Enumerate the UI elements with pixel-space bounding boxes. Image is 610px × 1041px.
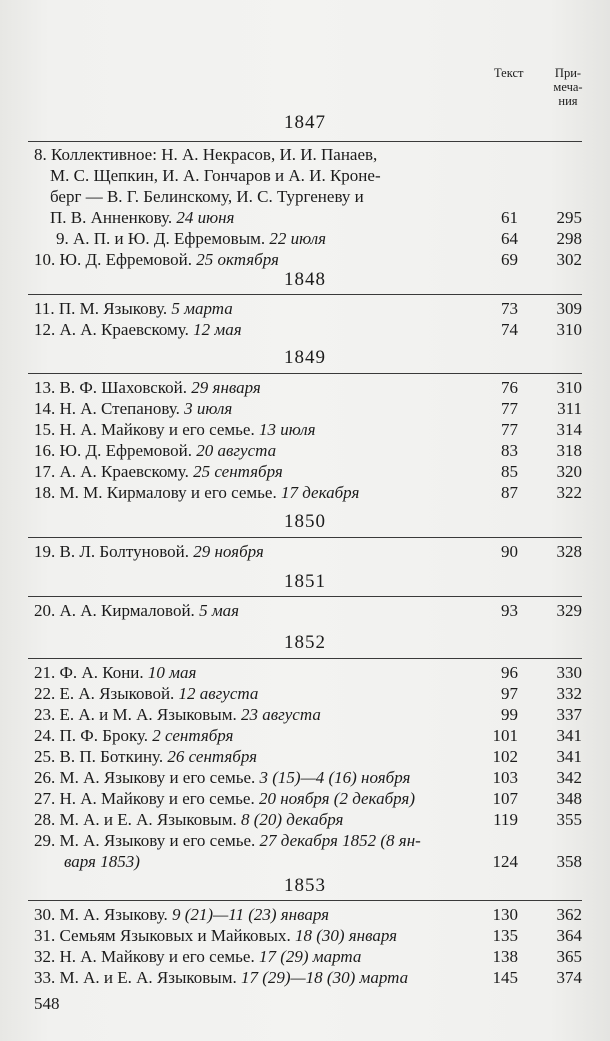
notes-page: 328 [556,542,582,561]
divider [28,658,582,659]
entry-recipient: 23. Е. А. и М. А. Языковым. [34,705,237,724]
text-page: 119 [493,810,518,829]
notes-page: 310 [556,320,582,339]
toc-entry[interactable] [34,767,484,788]
notes-page: 348 [556,789,582,808]
notes-page: 362 [556,905,582,924]
notes-page: 322 [556,483,582,502]
text-page: 69 [501,250,518,269]
notes-page: 330 [556,663,582,682]
entry-date: 20 августа [196,441,277,460]
notes-page: 365 [556,947,582,966]
entry-recipient: 19. В. Л. Болтуновой. [34,542,189,561]
notes-page: 342 [556,768,582,787]
entry-recipient: 21. Ф. А. Кони. [34,663,144,682]
text-page: 130 [492,905,518,924]
entry-date: 23 августа [240,705,321,724]
text-page: 107 [492,789,518,808]
entry-line: М. С. Щепкин, И. А. Гончаров и А. И. Кроне- [50,166,381,185]
divider [28,141,582,142]
entry-recipient: 13. В. Ф. Шаховской. [34,378,188,397]
notes-page: 355 [556,810,582,829]
entry-date: 22 июля [269,229,327,248]
notes-page: 374 [556,968,582,987]
entry-recipient: 30. М. А. Языкову. [34,905,168,924]
entry-recipient: 22. Е. А. Языковой. [34,684,175,703]
entry-recipient: 15. Н. А. Майкову и его семье. [34,420,255,439]
divider [28,294,582,295]
entry-date: 26 сентября [167,747,258,766]
entry-recipient: 29. М. А. Языкову и его семье. [34,831,256,850]
toc-entry[interactable] [34,746,484,767]
year-heading: 1850 [284,511,326,532]
toc-entry[interactable] [34,788,484,809]
entry-date: 8 (20) декабря [240,810,344,829]
entry-date: 3 июля [184,399,233,418]
notes-page: 295 [556,208,582,227]
text-page: 93 [501,601,518,620]
toc-entry[interactable] [34,662,484,683]
entry-date: 20 ноября (2 декабря) [258,789,415,808]
toc-entry[interactable] [34,704,484,725]
divider [28,373,582,374]
text-page: 101 [492,726,518,745]
notes-page: 320 [556,462,582,481]
text-page: 124 [492,852,518,871]
toc-entry[interactable] [34,904,484,925]
toc-entry[interactable] [34,600,484,621]
year-heading: 1852 [284,632,326,653]
entry-date: 17 декабря [280,483,360,502]
toc-entry[interactable] [56,228,506,249]
entry-recipient: 26. М. А. Языкову и его семье. [34,768,256,787]
toc-entry[interactable] [34,461,484,482]
notes-page: 358 [556,852,582,871]
text-page: 97 [501,684,518,703]
entry-recipient: 10. Ю. Д. Ефремовой. [34,250,193,269]
entry-date: 10 мая [147,663,197,682]
toc-entry[interactable] [34,398,484,419]
toc-entry[interactable] [34,144,484,228]
entry-recipient: 16. Ю. Д. Ефремовой. [34,441,193,460]
year-heading: 1848 [284,269,326,290]
entry-recipient: 25. В. П. Боткину. [34,747,164,766]
entry-recipient: 24. П. Ф. Броку. [34,726,149,745]
toc-entry[interactable] [34,440,484,461]
toc-entry[interactable] [34,541,484,562]
page-number: 548 [34,994,60,1013]
toc-entry[interactable] [34,249,484,270]
year-heading: 1853 [284,875,326,896]
text-page: 99 [501,705,518,724]
entry-date: 12 августа [178,684,259,703]
toc-entry[interactable] [34,809,484,830]
notes-page: 329 [556,601,582,620]
text-page: 138 [492,947,518,966]
entry-recipient: 32. Н. А. Майкову и его семье. [34,947,255,966]
entry-recipient: 28. М. А. и Е. А. Языковым. [34,810,237,829]
year-heading: 1847 [284,112,326,133]
entry-date-continued: варя 1853) [64,852,140,871]
toc-entry[interactable] [34,482,484,503]
toc-entry[interactable] [34,830,484,872]
entry-recipient: П. В. Анненкову. [50,208,173,227]
entry-recipient: 27. Н. А. Майкову и его семье. [34,789,255,808]
entry-date: 17 (29) марта [258,947,362,966]
entry-recipient: 14. Н. А. Степанову. [34,399,180,418]
entry-recipient: 18. М. М. Кирмалову и его семье. [34,483,277,502]
entry-line: берг — В. Г. Белинскому, И. С. Тургеневу и [50,187,364,206]
entry-recipient: 11. П. М. Языкову. [34,299,168,318]
toc-entry[interactable] [34,319,484,340]
text-page: 96 [501,663,518,682]
text-page: 64 [501,229,518,248]
divider [28,596,582,597]
column-header-text: Текст [494,66,524,80]
notes-page: 302 [556,250,582,269]
entry-recipient: 31. Семьям Языковых и Майковых. [34,926,291,945]
notes-page: 341 [556,726,582,745]
entry-recipient: 9. А. П. и Ю. Д. Ефремовым. [56,229,266,248]
entry-recipient: 33. М. А. и Е. А. Языковым. [34,968,237,987]
text-page: 135 [492,926,518,945]
toc-entry[interactable] [34,377,484,398]
entry-date: 9 (21)—11 (23) января [172,905,330,924]
toc-entry[interactable] [34,725,484,746]
divider [28,537,582,538]
column-header-notes: При- меча- ния [553,66,583,108]
text-page: 83 [501,441,518,460]
notes-page: 298 [556,229,582,248]
entry-date: 27 декабря 1852 (8 ян- [259,831,421,850]
text-page: 73 [501,299,518,318]
text-page: 90 [501,542,518,561]
text-page: 77 [501,420,518,439]
notes-page: 309 [556,299,582,318]
toc-entry[interactable] [34,967,484,988]
entry-date: 17 (29)—18 (30) марта [240,968,409,987]
text-page: 85 [501,462,518,481]
entry-date: 25 сентября [193,462,283,481]
toc-entry[interactable] [34,298,484,319]
entry-date: 12 мая [193,320,242,339]
entry-date: 29 ноября [193,542,264,561]
entry-date: 5 мая [199,601,240,620]
text-page: 76 [501,378,518,397]
toc-entry[interactable] [34,946,484,967]
divider [28,900,582,901]
toc-entry[interactable] [34,419,484,440]
year-heading: 1849 [284,347,326,368]
entry-date: 24 июня [176,208,235,227]
text-page: 87 [501,483,518,502]
notes-page: 311 [557,399,582,418]
entry-recipient: 12. А. А. Краевскому. [34,320,189,339]
entry-date: 2 сентября [152,726,234,745]
notes-page: 318 [556,441,582,460]
entry-line: 8. Коллективное: Н. А. Некрасов, И. И. Панаев, [34,145,378,164]
entry-date: 18 (30) января [294,926,398,945]
entry-date: 3 (15)—4 (16) ноября [259,768,411,787]
toc-entry[interactable] [34,683,484,704]
year-heading: 1851 [284,571,326,592]
text-page: 74 [501,320,518,339]
entry-date: 29 января [191,378,261,397]
notes-page: 314 [556,420,582,439]
entry-recipient: 20. А. А. Кирмаловой. [34,601,195,620]
entry-date: 25 октября [196,250,279,269]
entry-date: 13 июля [258,420,316,439]
toc-entry[interactable] [34,925,484,946]
notes-page: 337 [556,705,582,724]
text-page: 77 [501,399,518,418]
notes-page: 341 [556,747,582,766]
text-page: 102 [492,747,518,766]
text-page: 145 [492,968,518,987]
notes-page: 364 [556,926,582,945]
notes-page: 332 [556,684,582,703]
entry-date: 5 марта [171,299,233,318]
text-page: 103 [492,768,518,787]
notes-page: 310 [556,378,582,397]
text-page: 61 [501,208,518,227]
entry-recipient: 17. А. А. Краевскому. [34,462,189,481]
